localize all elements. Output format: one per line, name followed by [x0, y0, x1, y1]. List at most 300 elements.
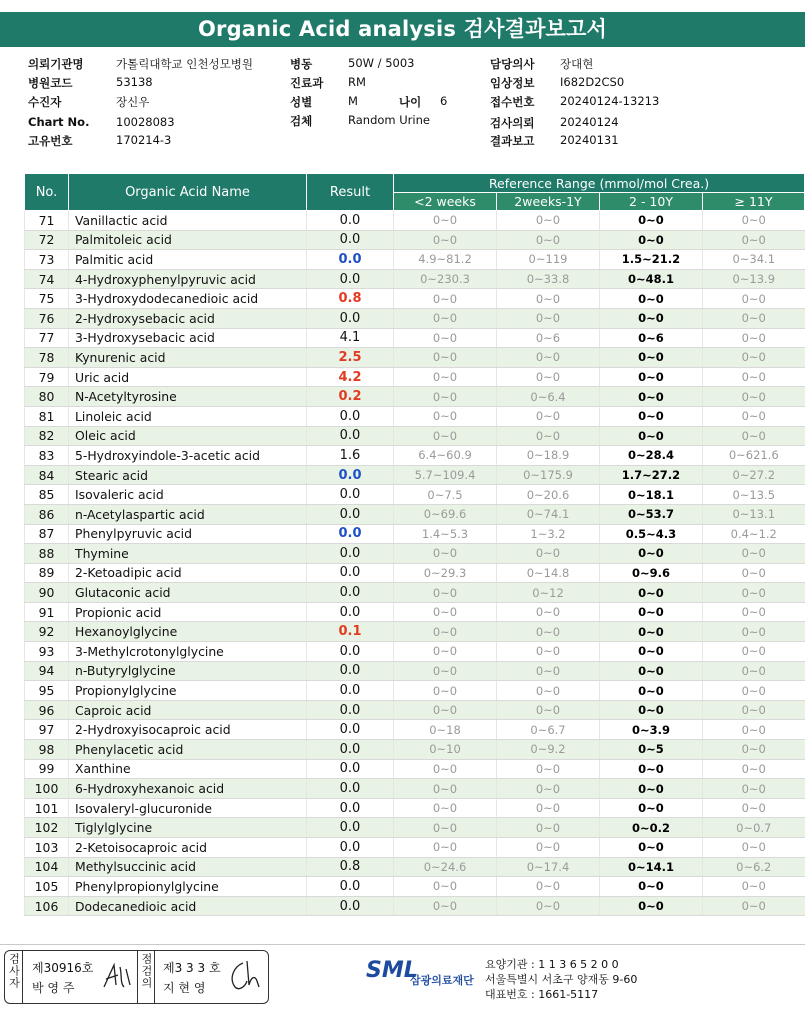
- ref-gte11y: 0~0: [703, 681, 805, 701]
- ref-lt2weeks: 0~24.6: [394, 857, 497, 877]
- result-value: 0.0: [307, 838, 394, 858]
- ref-lt2weeks: 0~0: [394, 642, 497, 662]
- examiner-label: [5, 951, 23, 1003]
- info-label: 수진자: [28, 95, 62, 109]
- ref-2-10y: 1.5~21.2: [600, 250, 703, 270]
- ref-2weeks-1y: 0~18.9: [497, 446, 600, 466]
- ref-2-10y: 0~28.4: [600, 446, 703, 466]
- row-number: 90: [25, 583, 69, 603]
- ref-2weeks-1y: 0~0: [497, 348, 600, 368]
- ref-lt2weeks: 0~0: [394, 602, 497, 622]
- row-number: 96: [25, 700, 69, 720]
- ref-2weeks-1y: 0~0: [497, 700, 600, 720]
- row-number: 77: [25, 328, 69, 348]
- ref-gte11y: 0~0: [703, 661, 805, 681]
- ref-lt2weeks: 0~69.6: [394, 504, 497, 524]
- reviewer-name: 지 현 영: [163, 981, 206, 995]
- header-range-lt2weeks: <2 weeks: [394, 193, 497, 211]
- ref-gte11y: 0~0: [703, 308, 805, 328]
- acid-name: 2-Hydroxysebacic acid: [69, 308, 307, 328]
- row-number: 80: [25, 387, 69, 407]
- row-number: 74: [25, 269, 69, 289]
- ref-lt2weeks: 0~0: [394, 877, 497, 897]
- ref-lt2weeks: 0~0: [394, 230, 497, 250]
- result-value: 0.0: [307, 583, 394, 603]
- header-range-2weeks-1y: 2weeks-1Y: [497, 193, 600, 211]
- acid-name: 4-Hydroxyphenylpyruvic acid: [69, 269, 307, 289]
- table-row: [25, 798, 805, 818]
- ref-2-10y: 0~0: [600, 798, 703, 818]
- table-row: [25, 740, 805, 760]
- table-row: [25, 877, 805, 897]
- ref-lt2weeks: 0~29.3: [394, 563, 497, 583]
- acid-name: Vanillactic acid: [69, 211, 307, 231]
- ref-gte11y: 0~0: [703, 328, 805, 348]
- ref-2-10y: 0~0.2: [600, 818, 703, 838]
- info-value: 170214-3: [116, 133, 172, 147]
- examiner-signature: [100, 961, 134, 991]
- result-value: 0.8: [307, 857, 394, 877]
- acid-name: Kynurenic acid: [69, 348, 307, 368]
- ref-gte11y: 0~6.2: [703, 857, 805, 877]
- row-number: 79: [25, 367, 69, 387]
- header-range-2-10y: 2 - 10Y: [600, 193, 703, 211]
- ref-gte11y: 0~13.1: [703, 504, 805, 524]
- row-number: 75: [25, 289, 69, 309]
- ref-gte11y: 0~621.6: [703, 446, 805, 466]
- info-label: 의뢰기관명: [28, 57, 84, 71]
- row-number: 85: [25, 485, 69, 505]
- info-label: 검사의뢰: [490, 116, 535, 130]
- result-value: 0.0: [307, 779, 394, 799]
- acid-name: Stearic acid: [69, 465, 307, 485]
- table-row: [25, 485, 805, 505]
- result-value: 0.0: [307, 681, 394, 701]
- row-number: 72: [25, 230, 69, 250]
- row-number: 78: [25, 348, 69, 368]
- info-label: 담당의사: [490, 57, 535, 71]
- result-value: 0.0: [307, 720, 394, 740]
- ref-2weeks-1y: 0~0: [497, 602, 600, 622]
- ref-gte11y: 0~0: [703, 602, 805, 622]
- result-value: 4.1: [307, 328, 394, 348]
- ref-gte11y: 0.4~1.2: [703, 524, 805, 544]
- ref-lt2weeks: 0~0: [394, 779, 497, 799]
- ref-gte11y: 0~0.7: [703, 818, 805, 838]
- acid-name: Uric acid: [69, 367, 307, 387]
- ref-2weeks-1y: 0~20.6: [497, 485, 600, 505]
- ref-lt2weeks: 0~0: [394, 622, 497, 642]
- info-value: 20240131: [560, 133, 619, 147]
- row-number: 87: [25, 524, 69, 544]
- examiner-label-text: 검사자: [7, 953, 21, 989]
- lab-address: 서울특별시 서초구 양재동 9-60: [485, 973, 638, 986]
- info-label: 나이: [399, 95, 422, 109]
- acid-name: 5-Hydroxyindole-3-acetic acid: [69, 446, 307, 466]
- ref-2weeks-1y: 0~12: [497, 583, 600, 603]
- result-value: 0.2: [307, 387, 394, 407]
- result-value: 0.0: [307, 602, 394, 622]
- acid-name: Isovaleric acid: [69, 485, 307, 505]
- reviewer-id: 제3 3 3 호: [163, 961, 221, 975]
- ref-lt2weeks: 5.7~109.4: [394, 465, 497, 485]
- acid-name: Dodecanedioic acid: [69, 896, 307, 916]
- acid-name: 2-Hydroxyisocaproic acid: [69, 720, 307, 740]
- result-value: 0.0: [307, 504, 394, 524]
- table-row: [25, 720, 805, 740]
- table-row: [25, 289, 805, 309]
- ref-2weeks-1y: 0~0: [497, 877, 600, 897]
- info-value: 53138: [116, 75, 153, 89]
- ref-lt2weeks: 0~0: [394, 759, 497, 779]
- ref-2weeks-1y: 0~0: [497, 798, 600, 818]
- ref-2weeks-1y: 0~14.8: [497, 563, 600, 583]
- table-row: [25, 406, 805, 426]
- info-label: 임상정보: [490, 76, 535, 90]
- lab-code: 요양기관 : 1 1 3 6 5 2 0 0: [485, 958, 619, 971]
- result-value: 0.0: [307, 211, 394, 231]
- table-row: [25, 465, 805, 485]
- acid-name: Phenylpyruvic acid: [69, 524, 307, 544]
- acid-name: N-Acetyltyrosine: [69, 387, 307, 407]
- info-value: 50W / 5003: [348, 56, 415, 70]
- table-row: [25, 759, 805, 779]
- acid-name: Oleic acid: [69, 426, 307, 446]
- ref-2weeks-1y: 0~0: [497, 544, 600, 564]
- result-value: 0.0: [307, 740, 394, 760]
- ref-lt2weeks: 0~230.3: [394, 269, 497, 289]
- ref-2-10y: 0~0: [600, 622, 703, 642]
- acid-name: Hexanoylglycine: [69, 622, 307, 642]
- ref-gte11y: 0~0: [703, 740, 805, 760]
- ref-2-10y: 0~0: [600, 406, 703, 426]
- info-value: 장대현: [560, 57, 594, 71]
- acid-name: Caproic acid: [69, 700, 307, 720]
- ref-2weeks-1y: 0~0: [497, 622, 600, 642]
- results-table: [24, 173, 805, 916]
- info-label: 접수번호: [490, 95, 535, 109]
- ref-2-10y: 0~0: [600, 583, 703, 603]
- ref-2-10y: 0~0: [600, 308, 703, 328]
- ref-gte11y: 0~0: [703, 367, 805, 387]
- ref-lt2weeks: 0~0: [394, 681, 497, 701]
- row-number: 76: [25, 308, 69, 328]
- table-row: [25, 818, 805, 838]
- ref-2-10y: 0~0: [600, 602, 703, 622]
- ref-gte11y: 0~13.9: [703, 269, 805, 289]
- result-value: 0.8: [307, 289, 394, 309]
- examiner-id: 제30916호: [32, 961, 94, 975]
- ref-2-10y: 0~0: [600, 211, 703, 231]
- ref-gte11y: 0~0: [703, 838, 805, 858]
- table-row: [25, 387, 805, 407]
- result-value: 0.0: [307, 563, 394, 583]
- row-number: 84: [25, 465, 69, 485]
- ref-gte11y: 0~0: [703, 348, 805, 368]
- acid-name: Tiglylglycine: [69, 818, 307, 838]
- ref-lt2weeks: 0~0: [394, 798, 497, 818]
- result-value: 0.0: [307, 250, 394, 270]
- result-value: 0.0: [307, 661, 394, 681]
- header-result: Result: [307, 174, 394, 211]
- ref-lt2weeks: 0~0: [394, 406, 497, 426]
- row-number: 99: [25, 759, 69, 779]
- examiner-name: 박 영 주: [32, 981, 75, 995]
- row-number: 104: [25, 857, 69, 877]
- ref-gte11y: 0~34.1: [703, 250, 805, 270]
- row-number: 88: [25, 544, 69, 564]
- ref-gte11y: 0~0: [703, 406, 805, 426]
- table-row: [25, 367, 805, 387]
- table-row: [25, 544, 805, 564]
- row-number: 106: [25, 896, 69, 916]
- acid-name: Methylsuccinic acid: [69, 857, 307, 877]
- lab-phone: 대표번호 : 1661-5117: [485, 988, 599, 1001]
- ref-2-10y: 0~0: [600, 681, 703, 701]
- ref-2-10y: 0~0: [600, 642, 703, 662]
- patient-info-section: [0, 56, 805, 148]
- ref-2weeks-1y: 0~0: [497, 779, 600, 799]
- result-value: 0.0: [307, 759, 394, 779]
- ref-gte11y: 0~0: [703, 798, 805, 818]
- result-value: 0.0: [307, 524, 394, 544]
- reviewer-label-text: 점검의: [140, 953, 153, 989]
- ref-lt2weeks: 0~0: [394, 348, 497, 368]
- ref-lt2weeks: 0~0: [394, 211, 497, 231]
- ref-2weeks-1y: 0~175.9: [497, 465, 600, 485]
- ref-lt2weeks: 0~0: [394, 328, 497, 348]
- ref-lt2weeks: 0~0: [394, 896, 497, 916]
- ref-2weeks-1y: 0~0: [497, 642, 600, 662]
- ref-2weeks-1y: 0~0: [497, 681, 600, 701]
- ref-lt2weeks: 0~0: [394, 426, 497, 446]
- acid-name: n-Acetylaspartic acid: [69, 504, 307, 524]
- acid-name: Propionic acid: [69, 602, 307, 622]
- table-row: [25, 328, 805, 348]
- ref-lt2weeks: 0~0: [394, 700, 497, 720]
- row-number: 95: [25, 681, 69, 701]
- footer-divider: [0, 944, 805, 945]
- info-label: Chart No.: [28, 115, 90, 129]
- ref-2weeks-1y: 0~6: [497, 328, 600, 348]
- ref-2-10y: 0~53.7: [600, 504, 703, 524]
- ref-lt2weeks: 0~10: [394, 740, 497, 760]
- acid-name: n-Butyrylglycine: [69, 661, 307, 681]
- ref-2weeks-1y: 0~33.8: [497, 269, 600, 289]
- ref-2-10y: 0~0: [600, 838, 703, 858]
- acid-name: Palmitoleic acid: [69, 230, 307, 250]
- table-row: [25, 700, 805, 720]
- acid-name: 6-Hydroxyhexanoic acid: [69, 779, 307, 799]
- ref-lt2weeks: 0~0: [394, 289, 497, 309]
- row-number: 98: [25, 740, 69, 760]
- result-value: 0.0: [307, 465, 394, 485]
- ref-gte11y: 0~0: [703, 759, 805, 779]
- table-row: [25, 896, 805, 916]
- header-reference: Reference Range (mmol/mol Crea.): [394, 174, 805, 193]
- info-value: 10028083: [116, 115, 175, 129]
- ref-2weeks-1y: 0~0: [497, 308, 600, 328]
- acid-name: Phenylacetic acid: [69, 740, 307, 760]
- header-no: No.: [25, 174, 69, 211]
- result-value: 0.0: [307, 798, 394, 818]
- result-value: 0.0: [307, 896, 394, 916]
- acid-name: 2-Ketoadipic acid: [69, 563, 307, 583]
- ref-2-10y: 0~5: [600, 740, 703, 760]
- info-value: 장신우: [116, 95, 150, 109]
- info-value: I682D2CS0: [560, 75, 625, 89]
- info-value: 20240124-13213: [560, 94, 660, 108]
- ref-2-10y: 0~9.6: [600, 563, 703, 583]
- ref-2-10y: 0~6: [600, 328, 703, 348]
- info-value: M: [348, 94, 358, 108]
- table-row: [25, 211, 805, 231]
- row-number: 83: [25, 446, 69, 466]
- acid-name: 2-Ketoisocaproic acid: [69, 838, 307, 858]
- result-value: 4.2: [307, 367, 394, 387]
- table-row: [25, 642, 805, 662]
- row-number: 93: [25, 642, 69, 662]
- reviewer-signature: [227, 959, 263, 993]
- row-number: 100: [25, 779, 69, 799]
- table-row: [25, 446, 805, 466]
- ref-lt2weeks: 4.9~81.2: [394, 250, 497, 270]
- ref-gte11y: 0~0: [703, 289, 805, 309]
- info-label: 진료과: [290, 76, 324, 90]
- table-row: [25, 779, 805, 799]
- ref-lt2weeks: 0~0: [394, 661, 497, 681]
- ref-lt2weeks: 1.4~5.3: [394, 524, 497, 544]
- ref-2weeks-1y: 0~0: [497, 661, 600, 681]
- signature-box: [4, 950, 269, 1004]
- table-row: [25, 857, 805, 877]
- ref-gte11y: 0~0: [703, 622, 805, 642]
- table-row: [25, 602, 805, 622]
- ref-lt2weeks: 0~0: [394, 838, 497, 858]
- row-number: 89: [25, 563, 69, 583]
- table-row: [25, 622, 805, 642]
- ref-2weeks-1y: 0~0: [497, 759, 600, 779]
- info-label: 결과보고: [490, 134, 535, 148]
- ref-2weeks-1y: 0~0: [497, 818, 600, 838]
- table-row: [25, 681, 805, 701]
- acid-name: Palmitic acid: [69, 250, 307, 270]
- header-name: Organic Acid Name: [69, 174, 307, 211]
- info-value: 20240124: [560, 115, 619, 129]
- result-value: 2.5: [307, 348, 394, 368]
- info-label: 고유번호: [28, 134, 73, 148]
- ref-gte11y: 0~0: [703, 211, 805, 231]
- ref-2-10y: 0~0: [600, 230, 703, 250]
- ref-gte11y: 0~0: [703, 779, 805, 799]
- ref-gte11y: 0~13.5: [703, 485, 805, 505]
- ref-2-10y: 0~0: [600, 387, 703, 407]
- row-number: 71: [25, 211, 69, 231]
- info-value: RM: [348, 75, 366, 89]
- table-row: [25, 269, 805, 289]
- table-row: [25, 838, 805, 858]
- table-row: [25, 563, 805, 583]
- result-value: 0.0: [307, 642, 394, 662]
- ref-lt2weeks: 0~7.5: [394, 485, 497, 505]
- row-number: 94: [25, 661, 69, 681]
- ref-2weeks-1y: 1~3.2: [497, 524, 600, 544]
- ref-2-10y: 0~0: [600, 759, 703, 779]
- ref-2-10y: 0~0: [600, 877, 703, 897]
- row-number: 81: [25, 406, 69, 426]
- info-value: 가톨릭대학교 인천성모병원: [116, 57, 253, 71]
- table-row: [25, 308, 805, 328]
- ref-2-10y: 0~48.1: [600, 269, 703, 289]
- table-row: [25, 250, 805, 270]
- ref-2weeks-1y: 0~0: [497, 367, 600, 387]
- ref-2weeks-1y: 0~0: [497, 406, 600, 426]
- acid-name: Isovaleryl-glucuronide: [69, 798, 307, 818]
- row-number: 101: [25, 798, 69, 818]
- logo-org-name: 삼광의료재단: [410, 974, 474, 987]
- table-row: [25, 348, 805, 368]
- table-row: [25, 524, 805, 544]
- ref-2-10y: 1.7~27.2: [600, 465, 703, 485]
- ref-2weeks-1y: 0~0: [497, 896, 600, 916]
- row-number: 92: [25, 622, 69, 642]
- ref-2weeks-1y: 0~74.1: [497, 504, 600, 524]
- acid-name: Linoleic acid: [69, 406, 307, 426]
- ref-2-10y: 0~0: [600, 348, 703, 368]
- info-value: 6: [440, 94, 448, 108]
- acid-name: 3-Hydroxydodecanedioic acid: [69, 289, 307, 309]
- ref-2-10y: 0~0: [600, 779, 703, 799]
- table-row: [25, 504, 805, 524]
- lab-info: [485, 957, 637, 1002]
- result-value: 0.0: [307, 230, 394, 250]
- ref-lt2weeks: 0~18: [394, 720, 497, 740]
- table-row: [25, 426, 805, 446]
- result-value: 0.0: [307, 544, 394, 564]
- table-row: [25, 661, 805, 681]
- ref-lt2weeks: 0~0: [394, 544, 497, 564]
- acid-name: Propionylglycine: [69, 681, 307, 701]
- row-number: 91: [25, 602, 69, 622]
- acid-name: Phenylpropionylglycine: [69, 877, 307, 897]
- ref-gte11y: 0~0: [703, 387, 805, 407]
- ref-gte11y: 0~0: [703, 583, 805, 603]
- results-body: [25, 211, 805, 916]
- ref-lt2weeks: 0~0: [394, 583, 497, 603]
- ref-2-10y: 0~0: [600, 896, 703, 916]
- ref-lt2weeks: 6.4~60.9: [394, 446, 497, 466]
- acid-name: Xanthine: [69, 759, 307, 779]
- ref-2-10y: 0.5~4.3: [600, 524, 703, 544]
- ref-gte11y: 0~0: [703, 426, 805, 446]
- ref-2weeks-1y: 0~9.2: [497, 740, 600, 760]
- info-value: Random Urine: [348, 113, 430, 127]
- result-value: 1.6: [307, 446, 394, 466]
- row-number: 103: [25, 838, 69, 858]
- table-row: [25, 230, 805, 250]
- row-number: 102: [25, 818, 69, 838]
- ref-2-10y: 0~0: [600, 289, 703, 309]
- result-value: 0.1: [307, 622, 394, 642]
- result-value: 0.0: [307, 426, 394, 446]
- ref-2weeks-1y: 0~6.4: [497, 387, 600, 407]
- acid-name: 3-Methylcrotonylglycine: [69, 642, 307, 662]
- result-value: 0.0: [307, 406, 394, 426]
- ref-2-10y: 0~0: [600, 426, 703, 446]
- ref-lt2weeks: 0~0: [394, 818, 497, 838]
- ref-2weeks-1y: 0~0: [497, 289, 600, 309]
- ref-gte11y: 0~0: [703, 563, 805, 583]
